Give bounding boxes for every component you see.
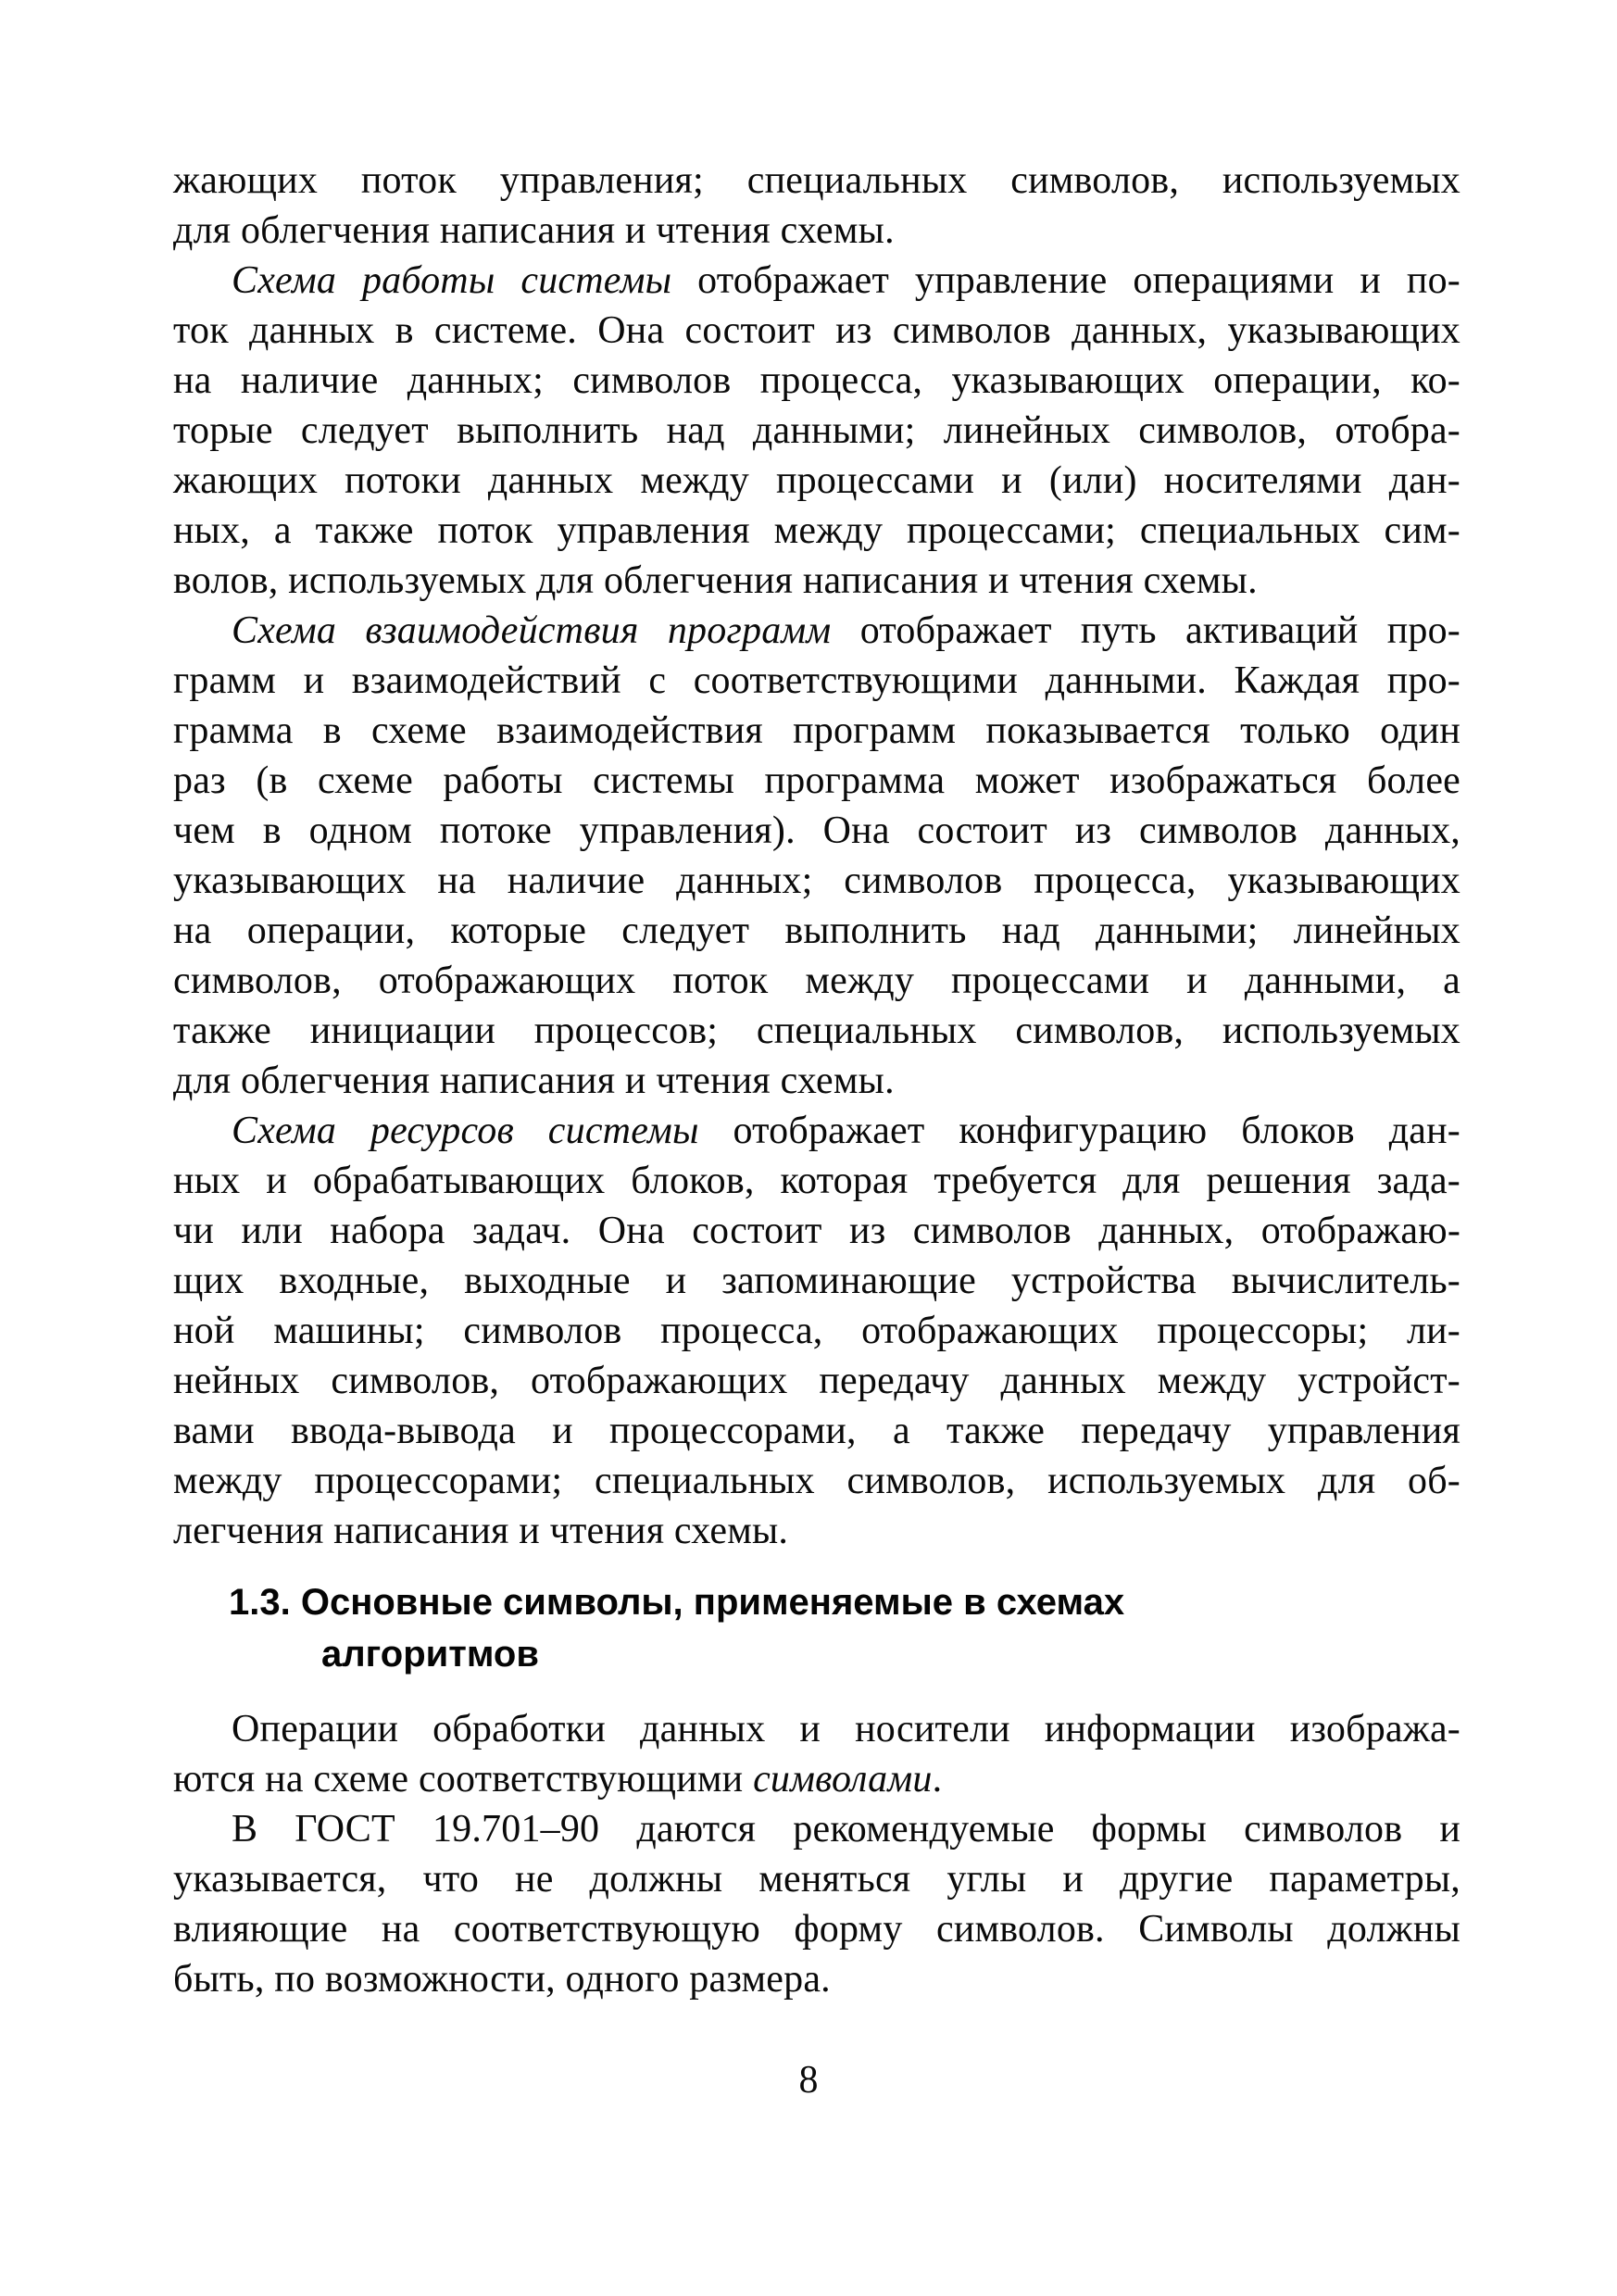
- text-line: [173, 1456, 1460, 1506]
- text-segment: на наличие данных; символов процесса, указывающих операции, ко-: [173, 359, 1460, 402]
- text-line: [173, 1406, 1460, 1456]
- text-line: [173, 1704, 1460, 1754]
- text-line: [173, 656, 1460, 706]
- italic-text-segment: Схема ресурсов системы: [232, 1110, 699, 1152]
- italic-text-segment: Схема взаимодействия программ: [232, 609, 832, 652]
- text-segment: волов, используемых для облегчения написания и чтения схемы.: [173, 559, 1258, 602]
- text-segment: щих входные, выходные и запоминающие устройства вычислитель-: [173, 1260, 1460, 1302]
- paragraph: [173, 1804, 1460, 2004]
- text-segment: между процессорами; специальных символов, используемых для об-: [173, 1460, 1460, 1502]
- text-line: [173, 556, 1460, 606]
- text-segment: ных и обрабатывающих блоков, которая требуется для решения зада-: [173, 1160, 1460, 1202]
- text-block: [173, 156, 1460, 2004]
- text-segment: указывается, что не должны меняться углы и другие параметры,: [173, 1858, 1460, 1901]
- text-segment: вами ввода-вывода и процессорами, а также передачу управления: [173, 1410, 1460, 1452]
- text-segment: влияющие на соответствующую форму символов. Символы должны: [173, 1908, 1460, 1951]
- text-line: [173, 1904, 1460, 1954]
- text-segment: нейных символов, отображающих передачу данных между устройст-: [173, 1360, 1460, 1402]
- text-segment: также инициации процессов; специальных символов, используемых: [173, 1010, 1460, 1052]
- text-segment: чи или набора задач. Она состоит из символов данных, отображаю-: [173, 1210, 1460, 1252]
- text-segment: быть, по возможности, одного размера.: [173, 1958, 831, 2001]
- text-segment: для облегчения написания и чтения схемы.: [173, 1060, 895, 1102]
- italic-text-segment: символами: [753, 1758, 933, 1800]
- text-line: [173, 356, 1460, 406]
- text-line: [173, 1754, 1460, 1804]
- paragraph: [173, 1106, 1460, 1556]
- text-line: [173, 606, 1460, 656]
- text-line: [173, 1006, 1460, 1056]
- text-line: [173, 256, 1460, 306]
- text-line: [173, 506, 1460, 556]
- text-segment: грамма в схеме взаимодействия программ показывается только один: [173, 709, 1460, 752]
- text-line: [173, 956, 1460, 1006]
- text-segment: ной машины; символов процесса, отображающих процессоры; ли-: [173, 1310, 1460, 1352]
- text-line: [173, 406, 1460, 456]
- text-segment: на операции, которые следует выполнить над данными; линейных: [173, 910, 1460, 952]
- text-line: [173, 706, 1460, 756]
- text-segment: ных, а также поток управления между процессами; специальных сим-: [173, 509, 1460, 552]
- text-segment: раз (в схеме работы системы программа может изображаться более: [173, 759, 1460, 802]
- text-segment: символов, отображающих поток между процессами и данными, а: [173, 960, 1460, 1002]
- text-line: [173, 806, 1460, 856]
- section-heading: [173, 1576, 1460, 1680]
- paragraph: [173, 156, 1460, 256]
- text-line: [173, 306, 1460, 356]
- text-line: [173, 1356, 1460, 1406]
- text-segment: ются на схеме соответствующими: [173, 1758, 754, 1800]
- text-line: [173, 756, 1460, 806]
- text-segment: отображает путь активаций про-: [831, 609, 1460, 652]
- text-segment: Операции обработки данных и носители информации изобража-: [232, 1708, 1460, 1750]
- page-number: 8: [798, 2059, 819, 2102]
- paragraph: [173, 1704, 1460, 1804]
- text-segment: чем в одном потоке управления). Она состоит из символов данных,: [173, 809, 1460, 852]
- text-segment: грамм и взаимодействий с соответствующими данными. Каждая про-: [173, 659, 1460, 702]
- text-segment: ток данных в системе. Она состоит из символов данных, указывающих: [173, 309, 1460, 352]
- text-segment: В ГОСТ 19.701–90 даются рекомендуемые формы символов и: [232, 1808, 1460, 1851]
- text-segment: жающих потоки данных между процессами и (или) носителями дан-: [173, 459, 1460, 502]
- text-line: [173, 1854, 1460, 1904]
- text-segment: торые следует выполнить над данными; линейных символов, отобра-: [173, 409, 1460, 452]
- text-line: [173, 1056, 1460, 1106]
- text-line: [173, 156, 1460, 206]
- heading-line: [173, 1576, 1460, 1628]
- text-line: [173, 1206, 1460, 1256]
- text-line: [173, 1106, 1460, 1156]
- text-line: [173, 1506, 1460, 1556]
- text-line: [173, 1954, 1460, 2004]
- text-line: [173, 1306, 1460, 1356]
- text-segment: отображает управление операциями и по-: [671, 259, 1460, 302]
- text-line: [173, 906, 1460, 956]
- italic-text-segment: Схема работы системы: [232, 259, 672, 302]
- text-line: [173, 206, 1460, 256]
- text-segment: для облегчения написания и чтения схемы.: [173, 209, 895, 252]
- text-line: [173, 456, 1460, 506]
- text-segment: алгоритмов: [321, 1634, 539, 1675]
- text-line: [173, 1156, 1460, 1206]
- text-line: [173, 1804, 1460, 1854]
- text-segment: .: [932, 1758, 943, 1800]
- paragraph: [173, 606, 1460, 1106]
- paragraph: [173, 256, 1460, 606]
- text-segment: легчения написания и чтения схемы.: [173, 1510, 789, 1552]
- text-segment: жающих поток управления; специальных символов, используемых: [173, 159, 1460, 202]
- heading-line: [173, 1628, 1460, 1680]
- text-line: [173, 1256, 1460, 1306]
- text-segment: 1.3. Основные символы, применяемые в схемах: [229, 1582, 1125, 1623]
- text-segment: отображает конфигурацию блоков дан-: [698, 1110, 1460, 1152]
- text-line: [173, 856, 1460, 906]
- text-segment: указывающих на наличие данных; символов процесса, указывающих: [173, 859, 1460, 902]
